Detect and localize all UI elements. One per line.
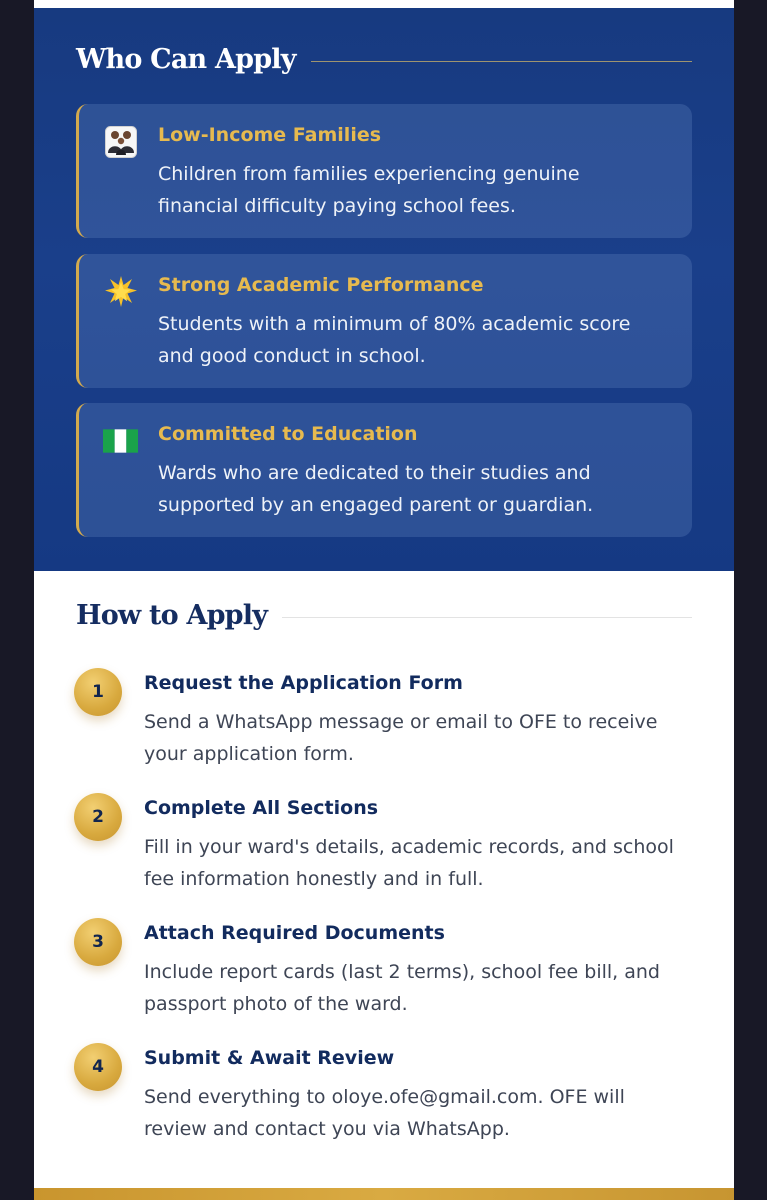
how-to-apply-heading-row: [76, 600, 692, 631]
who-can-apply-section: [34, 8, 734, 571]
bottom-accent-bar: [34, 1188, 734, 1200]
step-title: Attach Required Documents: [144, 922, 445, 944]
eligibility-card-low-income: [76, 104, 692, 238]
nigeria-flag-icon: [103, 423, 138, 458]
card-description: Students with a minimum of 80% academic score and good conduct in school.: [158, 313, 631, 367]
how-to-apply-title: How to Apply: [76, 600, 268, 631]
step-description: Include report cards (last 2 terms), school fee bill, and passport photo of the ward.: [144, 961, 660, 1015]
step-description: Fill in your ward's details, academic records, and school fee information honestly and in full.: [144, 836, 674, 890]
step-number-badge: 2: [74, 793, 122, 841]
step-title: Submit & Await Review: [144, 1047, 395, 1069]
content-frame: [34, 0, 734, 1200]
star-icon: [103, 274, 138, 309]
card-title: Low-Income Families: [158, 124, 382, 146]
family-icon: [103, 124, 138, 159]
step-title: Request the Application Form: [144, 672, 463, 694]
who-can-apply-heading-row: [76, 44, 692, 75]
top-white-strip: [34, 0, 734, 8]
step-description: Send everything to oloye.ofe@gmail.com. OFE will review and contact you via WhatsApp.: [144, 1086, 625, 1140]
eligibility-card-academic-performance: [76, 254, 692, 388]
step-number-badge: 3: [74, 918, 122, 966]
card-description: Wards who are dedicated to their studies and supported by an engaged parent or guardian.: [158, 462, 594, 516]
card-title: Committed to Education: [158, 423, 418, 445]
heading-divider: [282, 617, 692, 618]
card-title: Strong Academic Performance: [158, 274, 484, 296]
heading-divider: [311, 61, 692, 62]
who-can-apply-title: Who Can Apply: [76, 44, 296, 75]
step-number-badge: 1: [74, 668, 122, 716]
step-title: Complete All Sections: [144, 797, 379, 819]
card-description: Children from families experiencing genuine financial difficulty paying school fees.: [158, 163, 580, 217]
eligibility-card-committed-education: [76, 403, 692, 537]
step-number-badge: 4: [74, 1043, 122, 1091]
step-description: Send a WhatsApp message or email to OFE to receive your application form.: [144, 711, 658, 765]
